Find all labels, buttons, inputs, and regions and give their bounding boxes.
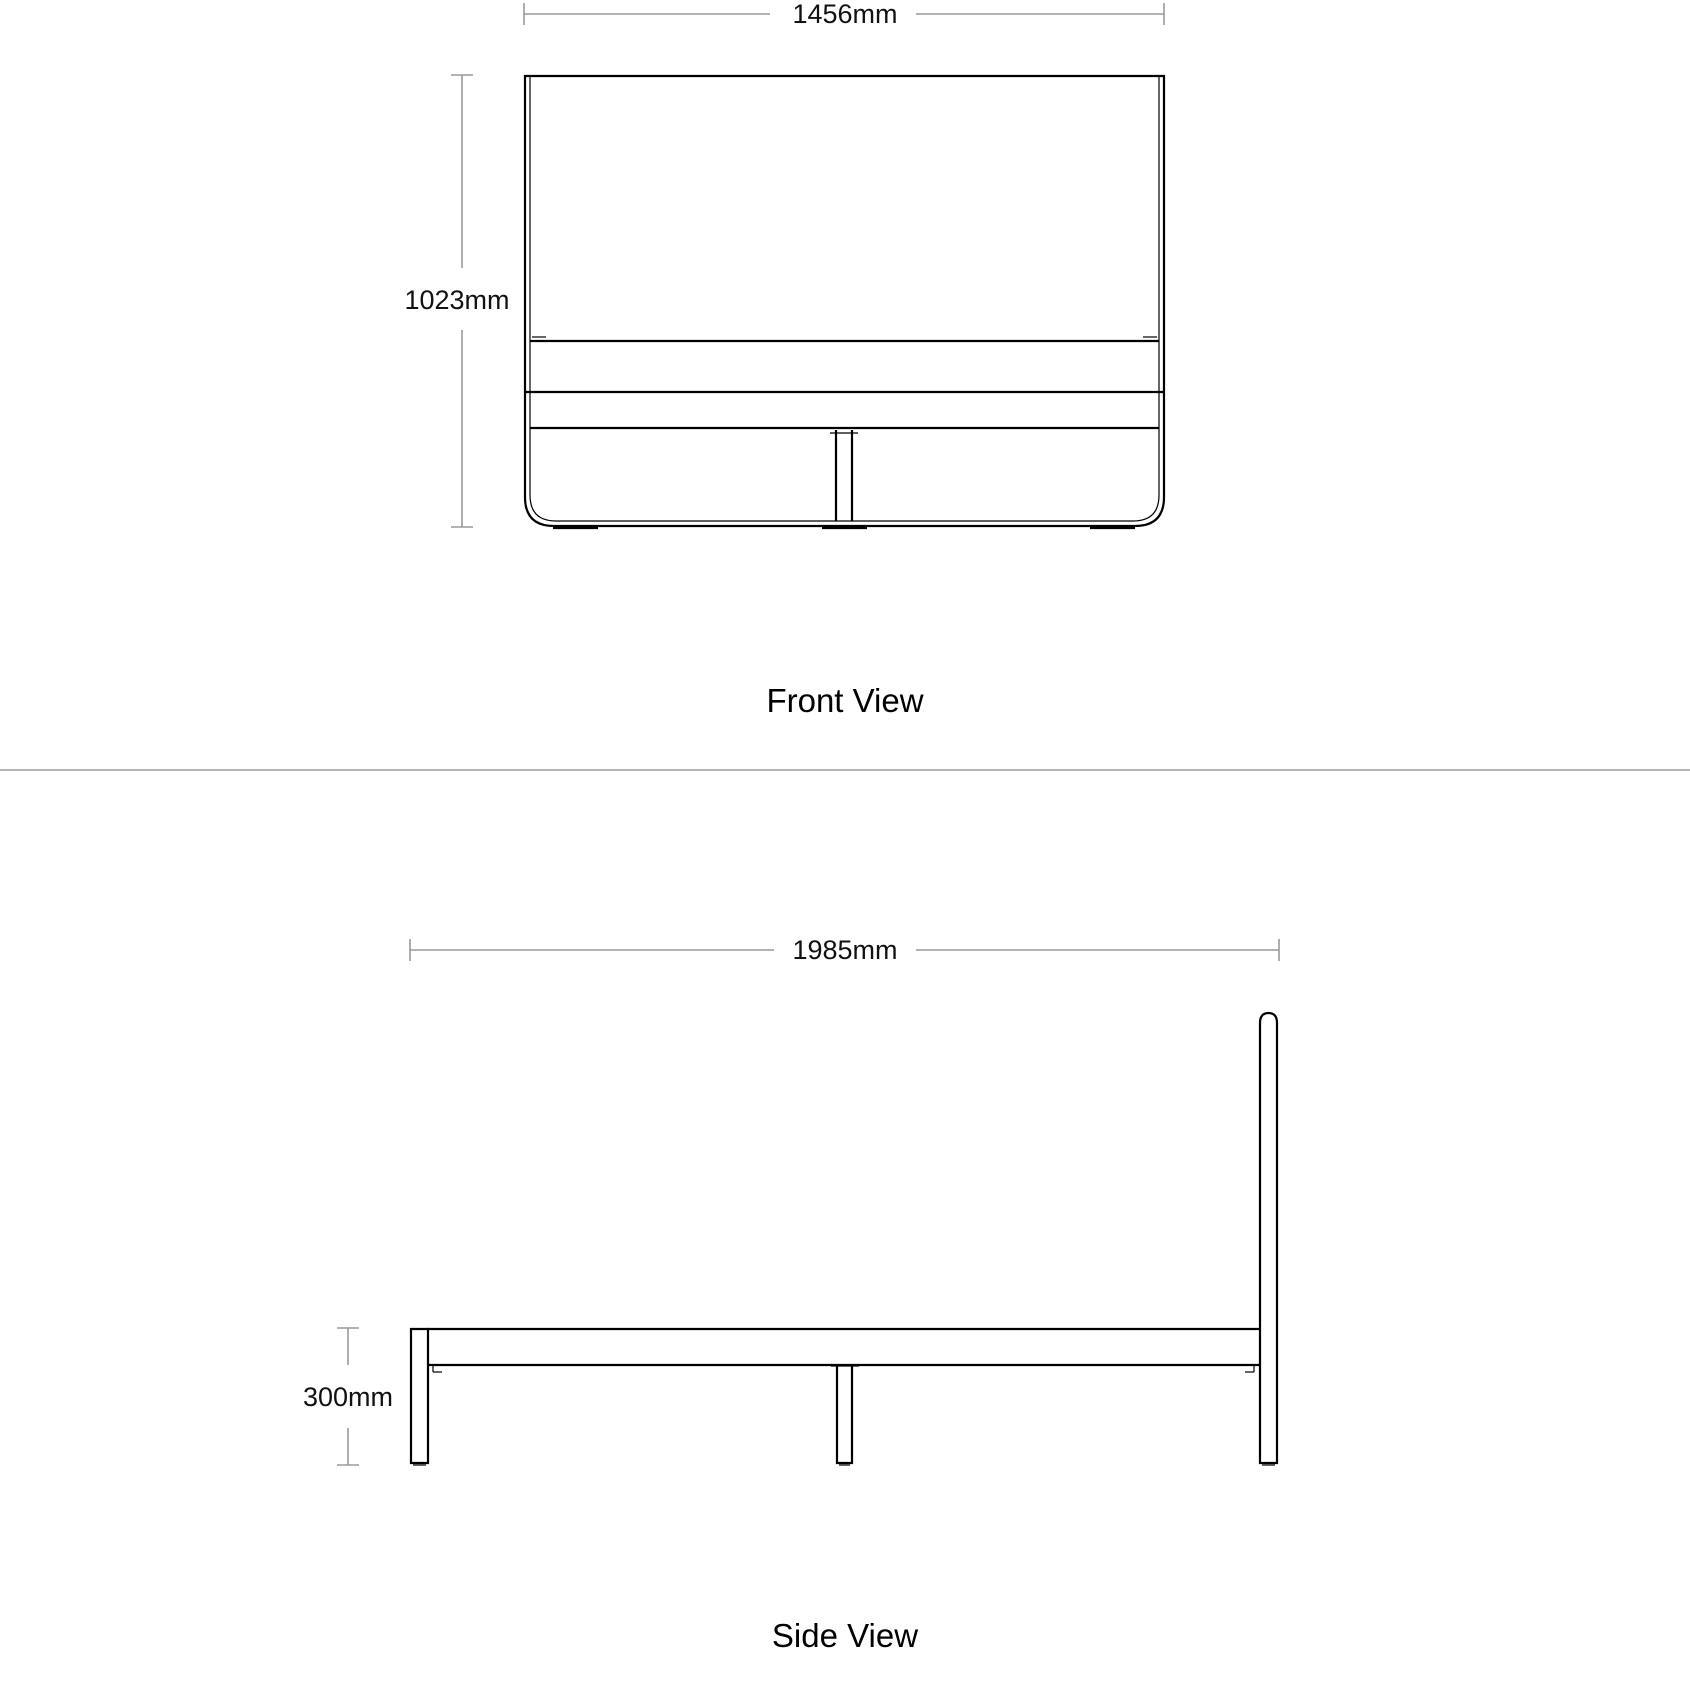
side-length-dimension (410, 935, 1279, 965)
side-bed-outline (411, 1013, 1277, 1465)
front-height-label: 1023mm (404, 285, 510, 315)
side-view-title: Side View (771, 1617, 919, 1654)
side-length-label: 1985mm (792, 935, 898, 965)
front-view (404, 0, 1164, 719)
front-bed-outline (525, 76, 1164, 528)
front-view-title: Front View (766, 682, 924, 719)
front-width-dimension (524, 0, 1164, 29)
front-width-label: 1456mm (792, 0, 898, 29)
side-view (303, 935, 1279, 1654)
side-height-dimension (303, 1328, 393, 1465)
front-height-dimension (404, 75, 509, 527)
side-height-label: 300mm (302, 1382, 394, 1412)
